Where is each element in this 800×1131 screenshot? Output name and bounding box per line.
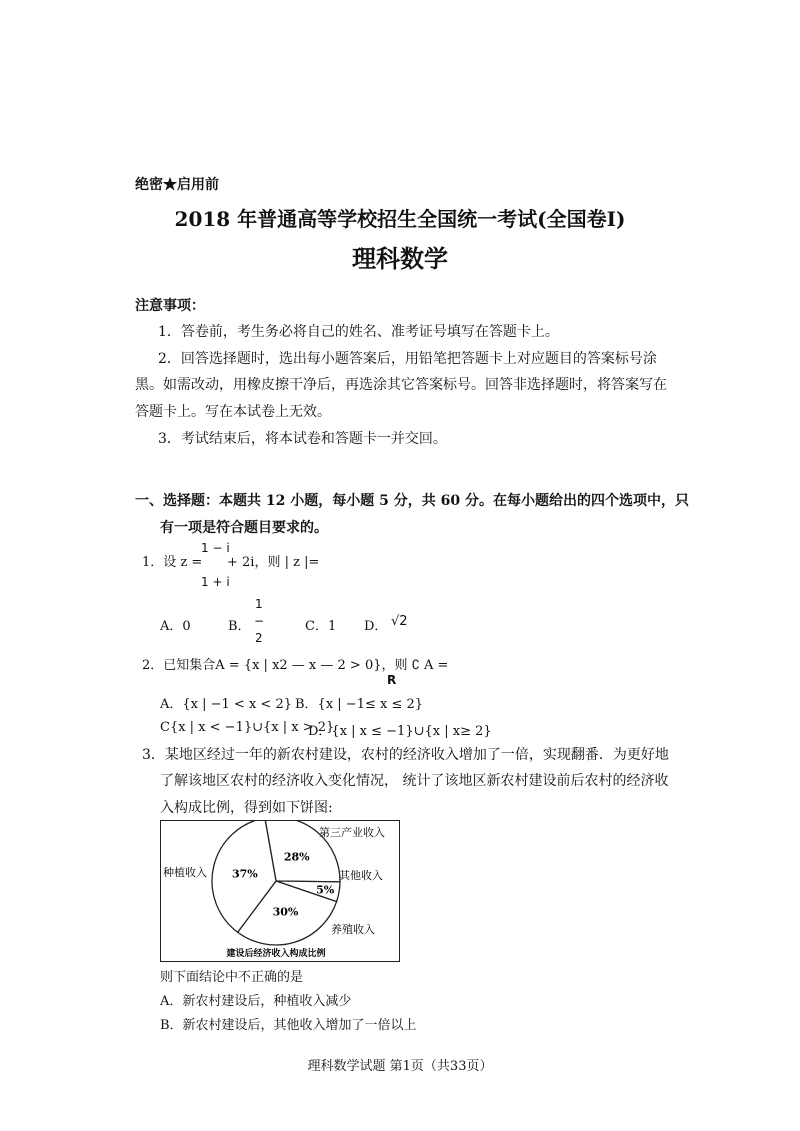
q2-stem: 2．已知集合A = {x | x2 — x — 2 > 0}，则 ∁ A =	[142, 658, 449, 673]
q1-option-b-bar: −	[254, 614, 265, 628]
q2-option-b: B．{x | −1≤ x ≤ 2}	[295, 697, 424, 712]
pie-label-tertiary: 第三产业收入	[319, 826, 385, 839]
q3-option-a: A．新农村建设后，种植收入减少	[160, 994, 352, 1009]
pie-label-livestock: 养殖收入	[331, 923, 375, 936]
q1-option-d-value: √2	[391, 614, 408, 629]
q3-stem-line-3: 入构成比例，得到如下饼图:	[160, 800, 333, 816]
q1-stem-prefix: 1．设 z =	[142, 555, 203, 570]
q1-fraction-denominator: 1 + i	[201, 575, 230, 589]
section-heading-line-1: 一、选择题：本题共 12 小题，每小题 5 分，共 60 分。在每小题给出的四个选项中，只	[135, 493, 689, 509]
notice-item-2-line-1: 2．回答选择题时，选出每小题答案后，用铅笔把答题卡上对应题目的答案标号涂	[158, 351, 657, 367]
pie-chart-svg	[161, 821, 399, 961]
notice-item-3: 3．考试结束后，将本试卷和答题卡一并交回。	[158, 431, 447, 447]
pie-chart	[160, 820, 400, 962]
q1-option-a: A．0	[160, 619, 191, 634]
q1-option-d-label: D．	[364, 619, 388, 634]
q3-stem-line-1: 3．某地区经过一年的新农村建设，农村的经济收入增加了一倍，实现翻番．为更好地	[142, 747, 669, 763]
pie-value-planting: 37%	[231, 867, 258, 881]
classification-mark: 绝密★启用前	[135, 177, 219, 193]
pie-value-livestock: 30%	[272, 905, 299, 919]
q1-option-b-denominator: 2	[255, 631, 263, 645]
notice-item-1: 1．答卷前，考生务必将自己的姓名、准考证号填写在答题卡上。	[158, 324, 559, 340]
q2-subscript: R	[387, 673, 397, 687]
q3-option-b: B．新农村建设后，其他收入增加了一倍以上	[160, 1018, 417, 1033]
q3-question-line: 则下面结论中不正确的是	[160, 970, 304, 985]
q1-option-b-label: B．	[228, 619, 251, 634]
q1-stem-suffix: + 2i，则 | z |=	[227, 555, 320, 570]
pie-label-other: 其他收入	[339, 869, 383, 882]
q3-stem-line-2: 了解该地区农村的经济收入变化情况， 统计了该地区新农村建设前后农村的经济收	[160, 773, 669, 789]
q2-option-a: A．{x | −1 < x < 2}	[160, 697, 292, 712]
q1-option-c: C．1	[305, 619, 337, 634]
pie-label-planting: 种植收入	[163, 866, 207, 879]
section-heading-line-2: 有一项是符合题目要求的。	[160, 520, 328, 536]
notice-item-2-line-3: 答题卡上。写在本试卷上无效。	[135, 404, 331, 420]
page-footer: 理科数学试题 第1页（共33页）	[307, 1059, 493, 1074]
notice-heading: 注意事项：	[135, 298, 205, 314]
exam-title: 2018 年普通高等学校招生全国统一考试(全国卷Ⅰ)	[174, 207, 626, 231]
q2-option-d: D．{x | x ≤ −1}∪{x | x≥ 2}	[308, 724, 492, 739]
pie-value-other: 5%	[316, 883, 335, 897]
subject-title: 理科数学	[352, 244, 448, 273]
pie-chart-title: 建设后经济收入构成比例	[226, 949, 326, 959]
q1-fraction-numerator: 1 − i	[201, 541, 230, 555]
pie-value-tertiary: 28%	[283, 850, 310, 864]
notice-item-2-line-2: 黑。如需改动，用橡皮擦干净后，再选涂其它答案标号。回答非选择题时，将答案写在	[135, 377, 667, 393]
q1-option-b-numerator: 1	[255, 597, 263, 611]
q2-option-c: C{x | x < −1}∪{x | x > 2}	[160, 720, 335, 735]
